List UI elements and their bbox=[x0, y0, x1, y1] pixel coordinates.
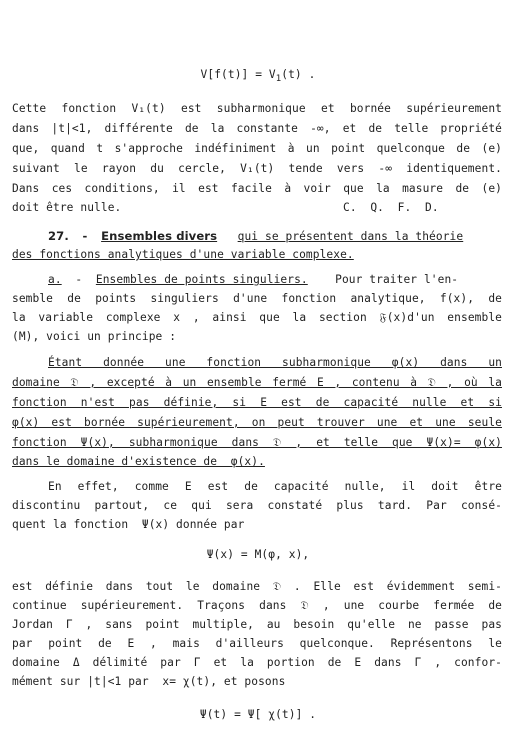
proof-line1: En effet, comme E est de capacité nulle, il doit être bbox=[48, 480, 502, 493]
paragraph-b-line5: domaine Δ délimité par Γ et la portion de E dans Γ , confor- bbox=[12, 656, 502, 669]
section-number: 27. bbox=[48, 229, 69, 243]
formula-v-main: V[f(t)] = V bbox=[200, 68, 276, 81]
paragraph1-line2: dans |t|<1, différente de la constante -∞, et de telle propriété bbox=[12, 122, 502, 135]
paragraph1-line5: Dans ces conditions, il est facile à voir que la masure de (e) bbox=[12, 182, 502, 195]
paragraph-b-line6: mément sur |t|<1 par x= χ(t), et posons bbox=[12, 675, 286, 688]
principle-line3: fonction n'est pas définie, si E est de capacité nulle et si bbox=[12, 396, 502, 409]
subsection-label: a. bbox=[48, 273, 62, 286]
proof-line3: quent la fonction Ψ(x) donnée par bbox=[12, 518, 245, 531]
principle-line5: fonction Ψ(x), subharmonique dans 𝔇 , et telle que Ψ(x)= φ(x) bbox=[12, 436, 502, 449]
formula-psi-composition: Ψ(t) = Ψ[ χ(t)] . bbox=[199, 708, 317, 721]
formula-psi-definition: Ψ(x) = M(φ, x), bbox=[206, 548, 310, 561]
subsection-title: Ensembles de points singuliers. bbox=[95, 273, 308, 286]
section-27-heading-line2: des fonctions analytiques d'une variable complexe. bbox=[12, 248, 354, 261]
principle-line6: dans le domaine d'existence de φ(x). bbox=[12, 455, 265, 468]
section-title-rest: qui se présentent dans la théorie bbox=[237, 230, 464, 243]
paragraph1-line3: que, quand t s'approche indéfiniment à un point quelconque de (e) bbox=[12, 142, 502, 155]
principle-line2: domaine 𝔇 , excepté à un ensemble fermé E , contenu à 𝔇 , où la bbox=[12, 376, 502, 389]
formula-v-subscript: 1 bbox=[275, 74, 282, 84]
paragraph1-line4: suivant le rayon du cercle, V₁(t) tende vers -∞ identiquement. bbox=[12, 162, 502, 175]
paragraph-b-line2: continue supérieurement. Traçons dans 𝔇 , une courbe fermée de bbox=[12, 599, 502, 612]
principle-line1: Étant donnée une fonction subharmonique φ(x) dans un bbox=[48, 356, 502, 369]
subsection-rest: Pour traiter l'en- bbox=[335, 273, 459, 286]
section-27-heading bbox=[48, 229, 508, 244]
subsection-dash: - bbox=[75, 273, 83, 286]
paragraph-b-line3: Jordan Γ , sans point multiple, au besoin qu'elle ne passe pas bbox=[12, 618, 503, 631]
subsection-a-heading bbox=[48, 273, 508, 287]
formula-v-of-f bbox=[0, 68, 516, 83]
paragraph-a-line4: (M), voici un principe : bbox=[12, 330, 177, 343]
formula-v-tail: (t) . bbox=[281, 68, 316, 81]
principle-line4: φ(x) est bornée supérieurement, on peut trouver une et une seule bbox=[12, 416, 502, 429]
paragraph-b-line1: est définie dans tout le domaine 𝔇 . Elle est évidemment semi- bbox=[12, 580, 502, 593]
paragraph-b-line4: par point de E , mais d'ailleurs quelconque. Représentons le bbox=[12, 637, 502, 650]
proof-line2: discontinu partout, ce qui sera constaté plus tard. Par consé- bbox=[12, 499, 502, 512]
paragraph-a-line3: la variable complexe x , ainsi que la section 𝔉(x)d'un ensemble bbox=[12, 311, 502, 324]
qed-mark: C. Q. F. D. bbox=[343, 201, 439, 214]
paragraph1-line1: Cette fonction V₁(t) est subharmonique et bornée supérieurement bbox=[12, 102, 502, 115]
paragraph-a-line2: semble de points singuliers d'une fonction analytique, f(x), de bbox=[12, 292, 502, 305]
section-dash: - bbox=[82, 229, 88, 243]
section-title: Ensembles divers bbox=[101, 229, 218, 243]
paragraph1-line6: doit être nulle. bbox=[12, 201, 122, 214]
